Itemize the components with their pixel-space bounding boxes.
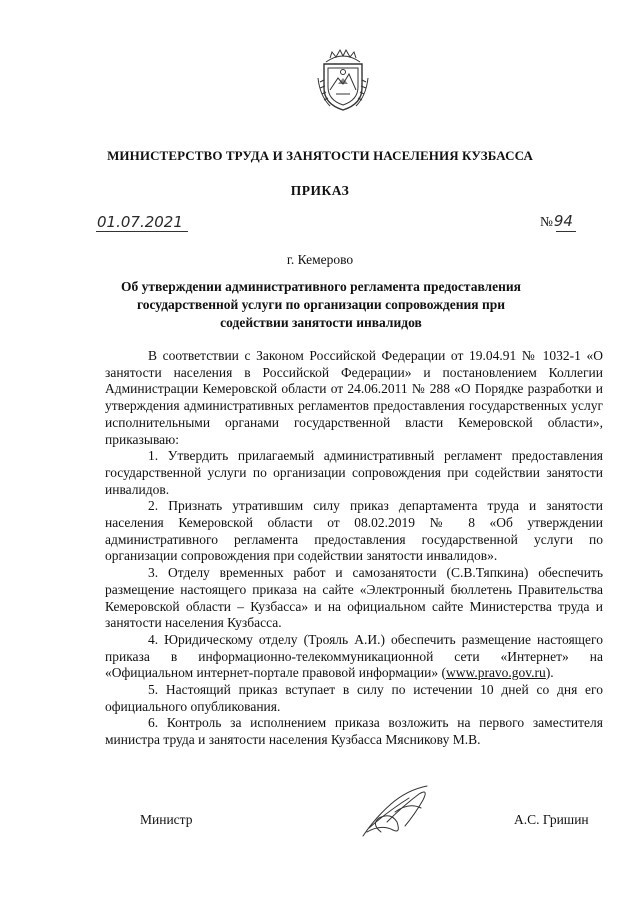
- order-subject: Об утверждении административного регламента предоставления государственной услуги по организации сопровождения при содействии занятости инвалидов: [121, 279, 521, 330]
- document-type: ПРИКАЗ: [290, 183, 350, 198]
- order-number: [540, 212, 573, 230]
- item-3-paragraph: 3. Отделу временных работ и самозанятости (С.В.Тяпкина) обеспечить размещение настоящего приказа на сайте «Электронный бюллетень Правительства Кемеровской области – Кузбасса» и на официальном сайте Министерства труда и занятости населения Кузбасса.: [105, 565, 603, 631]
- handwritten-signature-icon: [357, 782, 437, 840]
- number-value: 94: [553, 212, 573, 230]
- signatory-position: Министр: [140, 812, 193, 827]
- item-4-tail: ).: [545, 665, 554, 681]
- item-6-paragraph: 6. Контроль за исполнением приказа возложить на первого заместителя министра труда и занятости населения Кузбасса Мясникову М.В.: [105, 715, 603, 748]
- coat-of-arms-icon: [316, 48, 370, 114]
- signatory-name: А.С. Гришин: [514, 812, 589, 827]
- ministry-name: МИНИСТЕРСТВО ТРУДА И ЗАНЯТОСТИ НАСЕЛЕНИЯ КУЗБАССА: [107, 148, 533, 163]
- item-4-paragraph: [105, 632, 603, 682]
- number-underline: [556, 231, 576, 232]
- item-1-paragraph: 1. Утвердить прилагаемый административный регламент предоставления государственной услуги по организации сопровождения при содействии занятости инвалидов.: [105, 448, 603, 497]
- number-label: №: [540, 214, 553, 229]
- city: г. Кемерово: [286, 252, 354, 267]
- date-underline: [96, 231, 188, 232]
- order-date: 01.07.2021: [97, 213, 183, 231]
- preamble-paragraph: В соответствии с Законом Российской Федерации от 19.04.91 № 1032-1 «О занятости населения в Российской Федерации» и постановлением Коллегии Администрации Кемеровской области от 24.06.2011 № 288 «О Порядке разработки и утверждения административных регламентов предоставления государственных услуг исполнительными органами государственной власти Кемеровской области», приказываю:: [105, 348, 603, 447]
- pravo-link[interactable]: www.pravo.gov.ru: [445, 665, 546, 681]
- order-body: [105, 348, 603, 749]
- item-5-paragraph: 5. Настоящий приказ вступает в силу по истечении 10 дней со дня его официального опубликования.: [105, 682, 603, 714]
- item-2-paragraph: 2. Признать утратившим силу приказ департамента труда и занятости населения Кемеровской области от 08.02.2019 № 8 «Об утверждении административного регламента предоставления государственной услуги по организации сопровождения при содействии занятости инвалидов».: [105, 498, 603, 564]
- item-4-text: 4. Юридическому отделу (Трояль А.И.) обеспечить размещение настоящего приказа в информационно-телекоммуникационной сети «Интернет» на «Официальном интернет-портале правовой информации» (: [105, 631, 603, 681]
